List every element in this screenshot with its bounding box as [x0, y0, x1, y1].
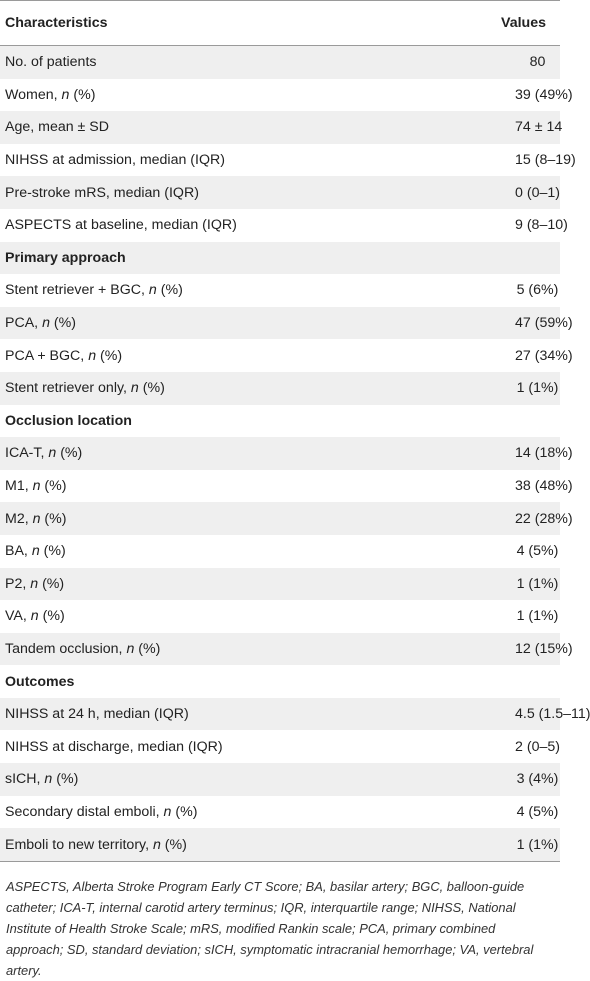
row-label-n: n — [32, 510, 41, 527]
row-label-unit: (%) — [56, 445, 83, 462]
section-heading: Occlusion location — [0, 405, 560, 438]
row-label-unit: (%) — [138, 380, 165, 397]
table-row — [0, 339, 560, 372]
row-label: VA, — [5, 608, 31, 625]
row-value: 14 (18%) — [395, 437, 560, 470]
row-label-unit: (%) — [69, 86, 96, 103]
header-characteristics: Characteristics — [0, 1, 395, 46]
row-value: 22 (28%) — [395, 502, 560, 535]
row-label-cell — [0, 502, 395, 535]
row-label-cell — [0, 79, 395, 112]
row-value: 4 (5%) — [395, 535, 560, 568]
row-label: ICA-T, — [5, 445, 49, 462]
row-label-cell — [0, 535, 395, 568]
row-label-unit: (%) — [171, 803, 198, 820]
row-label: NIHSS at admission, median (IQR) — [5, 152, 225, 169]
row-value: 1 (1%) — [395, 828, 560, 861]
table-row — [0, 372, 560, 405]
row-label-unit: (%) — [160, 836, 187, 853]
row-label: Age, mean ± SD — [5, 119, 109, 136]
row-label-n: n — [30, 608, 39, 625]
table-row — [0, 730, 560, 763]
table-header — [0, 1, 560, 46]
row-value: 1 (1%) — [395, 600, 560, 633]
header-row — [0, 1, 560, 46]
header-values: Values — [395, 1, 560, 46]
row-label-n: n — [44, 771, 53, 788]
table-row — [0, 46, 560, 79]
table-row — [0, 828, 560, 861]
row-value: 1 (1%) — [395, 372, 560, 405]
row-label: M1, — [5, 478, 33, 495]
row-label: M2, — [5, 510, 33, 527]
table-footnote: ASPECTS, Alberta Stroke Program Early CT Score; BA, basilar artery; BGC, balloon-guide catheter; ICA-T, internal carotid artery terminus; IQR, interquartile range; NIHSS, National Institute of Health Stroke Scale; mRS, modified Rankin scale; PCA, primary combined approach; SD, standard deviation; sICH, symptomatic intracranial hemorrhage; VA, vertebral artery. — [0, 861, 560, 981]
row-label-cell — [0, 633, 395, 666]
row-label-n: n — [148, 282, 157, 299]
table-row — [0, 111, 560, 144]
row-label-n: n — [42, 315, 50, 332]
table-row — [0, 763, 560, 796]
row-label-n: n — [31, 543, 40, 560]
row-label-cell — [0, 796, 395, 829]
row-value: 80 — [395, 46, 560, 79]
table-row — [0, 437, 560, 470]
row-label-cell — [0, 730, 395, 763]
row-value: 4.5 (1.5–11) — [395, 698, 560, 731]
row-label: Stent retriever only, — [5, 380, 131, 397]
row-value: 39 (49%) — [395, 79, 560, 112]
table-body — [0, 46, 590, 861]
row-label-cell — [0, 339, 395, 372]
table-row — [0, 796, 560, 829]
table-row — [0, 502, 560, 535]
row-value: 2 (0–5) — [395, 730, 560, 763]
section-row — [0, 242, 560, 275]
row-label-unit: (%) — [40, 510, 67, 527]
section-row — [0, 405, 560, 438]
row-label-n: n — [152, 836, 161, 853]
row-label-n: n — [88, 347, 97, 364]
row-label: BA, — [5, 543, 32, 560]
row-label: Stent retriever + BGC, — [5, 282, 149, 299]
table-row — [0, 633, 560, 666]
row-label: Women, — [5, 86, 62, 103]
section-row — [0, 665, 560, 698]
section-heading: Outcomes — [0, 665, 560, 698]
row-label-n: n — [32, 478, 41, 495]
table-row — [0, 79, 560, 112]
row-label: ASPECTS at baseline, median (IQR) — [5, 217, 237, 234]
row-label-unit: (%) — [156, 282, 183, 299]
row-label-unit: (%) — [52, 771, 79, 788]
row-label: PCA, — [5, 315, 43, 332]
row-label: PCA + BGC, — [5, 347, 89, 364]
row-value: 4 (5%) — [395, 796, 560, 829]
row-label-cell — [0, 763, 395, 796]
row-label-cell — [0, 372, 395, 405]
row-value: 74 ± 14 — [395, 111, 560, 144]
row-label-n: n — [48, 445, 57, 462]
row-value: 1 (1%) — [395, 568, 560, 601]
row-label-n: n — [30, 575, 39, 592]
section-heading: Primary approach — [0, 242, 560, 275]
row-label-cell — [0, 46, 395, 79]
row-label-cell — [0, 568, 395, 601]
row-label-n: n — [61, 86, 70, 103]
row-label: No. of patients — [5, 54, 97, 71]
table-row — [0, 176, 560, 209]
row-value: 27 (34%) — [395, 339, 560, 372]
row-label-cell — [0, 470, 395, 503]
table-row — [0, 209, 560, 242]
table-row — [0, 568, 560, 601]
row-label-unit: (%) — [96, 347, 123, 364]
row-label-unit: (%) — [39, 543, 66, 560]
row-label-unit: (%) — [134, 640, 161, 657]
row-label-cell — [0, 209, 395, 242]
row-label: Emboli to new territory, — [5, 836, 153, 853]
table-row — [0, 600, 560, 633]
table-row — [0, 698, 560, 731]
row-label-unit: (%) — [49, 315, 76, 332]
row-label: Tandem occlusion, — [5, 640, 127, 657]
table-row — [0, 535, 560, 568]
row-label-n: n — [126, 640, 135, 657]
row-label-n: n — [130, 380, 139, 397]
row-label-cell — [0, 437, 395, 470]
row-label-cell — [0, 144, 395, 177]
row-label-unit: (%) — [38, 575, 65, 592]
row-label: sICH, — [5, 771, 45, 788]
table-row — [0, 144, 560, 177]
row-label: Pre-stroke mRS, median (IQR) — [5, 184, 199, 201]
table-row — [0, 307, 560, 340]
row-label-unit: (%) — [38, 608, 65, 625]
row-value: 5 (6%) — [395, 274, 560, 307]
row-value: 15 (8–19) — [395, 144, 560, 177]
row-label-unit: (%) — [40, 478, 67, 495]
row-value: 3 (4%) — [395, 763, 560, 796]
row-value: 12 (15%) — [395, 633, 560, 666]
row-label-cell — [0, 828, 395, 861]
table-row — [0, 274, 560, 307]
row-value: 9 (8–10) — [395, 209, 560, 242]
row-label: Secondary distal emboli, — [5, 803, 164, 820]
row-label-cell — [0, 600, 395, 633]
row-label-cell — [0, 274, 395, 307]
row-label-cell — [0, 176, 395, 209]
row-value: 47 (59%) — [395, 307, 560, 340]
row-label-cell — [0, 111, 395, 144]
row-value: 0 (0–1) — [395, 176, 560, 209]
row-label: P2, — [5, 575, 31, 592]
row-label-n: n — [163, 803, 172, 820]
row-label-cell — [0, 307, 395, 340]
row-label: NIHSS at 24 h, median (IQR) — [5, 706, 189, 723]
row-value: 38 (48%) — [395, 470, 560, 503]
table-row — [0, 470, 560, 503]
row-label: NIHSS at discharge, median (IQR) — [5, 738, 223, 755]
row-label-cell — [0, 698, 395, 731]
